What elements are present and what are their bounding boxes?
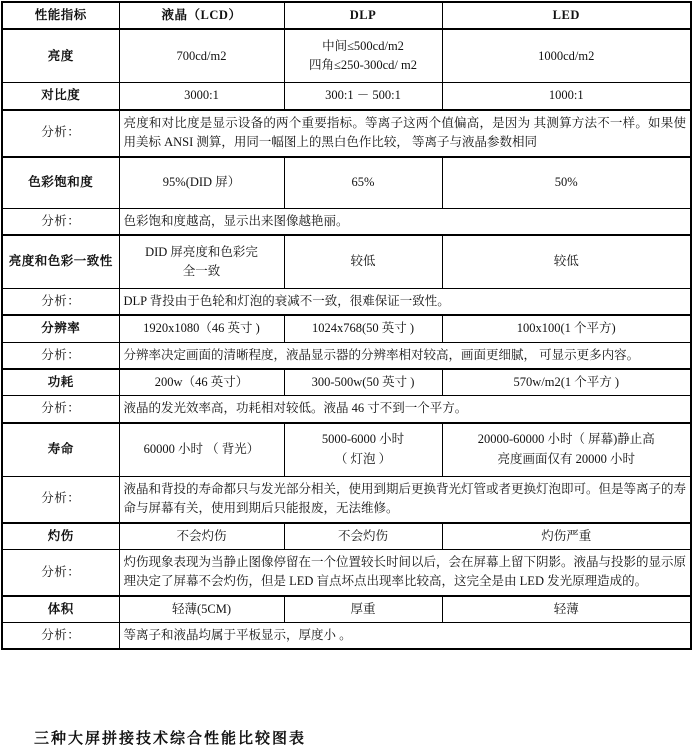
row-label-resolution: 分辨率 bbox=[2, 315, 119, 342]
cell-brightness-dlp bbox=[284, 29, 442, 83]
analysis-label: 分析： bbox=[2, 476, 119, 522]
cell-brightness-lcd: 700cd/m2 bbox=[119, 29, 284, 83]
table-row-analysis-brightness-contrast bbox=[2, 110, 691, 157]
header-dlp: DLP bbox=[284, 2, 442, 29]
header-led: LED bbox=[442, 2, 691, 29]
table-row-analysis-resolution bbox=[2, 342, 691, 369]
cell-burnin-lcd: 不会灼伤 bbox=[119, 523, 284, 550]
cell-saturation-dlp: 65% bbox=[284, 157, 442, 209]
table-row-analysis-saturation bbox=[2, 208, 691, 235]
table-row-power bbox=[2, 369, 691, 396]
cell-uniformity-dlp: 较低 bbox=[284, 235, 442, 289]
table-row-analysis-burnin bbox=[2, 549, 691, 595]
cell-volume-lcd: 轻薄(5CM) bbox=[119, 596, 284, 623]
cell-uniformity-lcd-line1: DID 屏亮度和色彩完 bbox=[145, 244, 258, 259]
cell-power-led: 570w/m2(1 个平方 ) bbox=[442, 369, 691, 396]
table-row-analysis-lifespan bbox=[2, 476, 691, 522]
cell-contrast-dlp: 300:1 － 500:1 bbox=[284, 83, 442, 110]
cell-brightness-dlp-line1: 中间≤500cd/m2 bbox=[322, 39, 404, 53]
cell-uniformity-led: 较低 bbox=[442, 235, 691, 289]
table-row-analysis-power bbox=[2, 396, 691, 423]
footer-caption-text: 三种大屏拼接技术综合性能比较图表 bbox=[34, 731, 307, 747]
cell-lifespan-led bbox=[442, 423, 691, 477]
cell-volume-led: 轻薄 bbox=[442, 596, 691, 623]
footer-caption-clip bbox=[0, 729, 692, 747]
table-header-row bbox=[2, 2, 691, 29]
cell-contrast-lcd: 3000:1 bbox=[119, 83, 284, 110]
table-row-volume bbox=[2, 596, 691, 623]
cell-burnin-led: 灼伤严重 bbox=[442, 523, 691, 550]
cell-resolution-dlp: 1024x768(50 英寸 ) bbox=[284, 315, 442, 342]
analysis-body-resolution: 分辨率决定画面的清晰程度，液晶显示器的分辨率相对较高，画面更细腻， 可显示更多内容。 bbox=[119, 342, 691, 369]
analysis-body-lifespan: 液晶和背投的寿命都只与发光部分相关，使用到期后更换背光灯管或者更换灯泡即可。但是等离子的寿命与屏幕有关，使用到期后只能报废，无法维修。 bbox=[119, 476, 691, 522]
row-label-uniformity: 亮度和色彩一致性 bbox=[2, 235, 119, 289]
cell-power-dlp: 300-500w(50 英寸 ) bbox=[284, 369, 442, 396]
cell-burnin-dlp: 不会灼伤 bbox=[284, 523, 442, 550]
row-label-power: 功耗 bbox=[2, 369, 119, 396]
cell-brightness-dlp-line2: 四角≤250-300cd/ m2 bbox=[309, 58, 417, 73]
row-label-burnin: 灼伤 bbox=[2, 523, 119, 550]
analysis-body-power: 液晶的发光效率高，功耗相对较低。液晶 46 寸不到一个平方。 bbox=[119, 396, 691, 423]
cell-lifespan-led-line1: 20000-60000 小时（ 屏幕)静止高 bbox=[477, 432, 655, 447]
cell-saturation-led: 50% bbox=[442, 157, 691, 209]
cell-uniformity-lcd bbox=[119, 235, 284, 289]
row-label-volume: 体积 bbox=[2, 596, 119, 623]
table-row-resolution bbox=[2, 315, 691, 342]
table-row-analysis-volume bbox=[2, 623, 691, 650]
table-row-contrast bbox=[2, 83, 691, 110]
table-row-analysis-uniformity bbox=[2, 288, 691, 315]
cell-resolution-lcd: 1920x1080（46 英寸 ) bbox=[119, 315, 284, 342]
cell-uniformity-lcd-line2: 全一致 bbox=[182, 263, 221, 278]
header-lcd: 液晶（LCD） bbox=[119, 2, 284, 29]
cell-lifespan-led-line2: 亮度画面仅有 20000 小时 bbox=[497, 451, 635, 466]
analysis-body-brightness-contrast: 亮度和对比度是显示设备的两个重要指标。等离子这两个值偏高，是因为 其测算方法不一样。如果使用美标 ANSI 测算，用同一幅图上的黑白色作比较， 等离子与液晶参数相同 bbox=[119, 110, 691, 157]
analysis-label: 分析： bbox=[2, 110, 119, 157]
analysis-label: 分析： bbox=[2, 396, 119, 423]
cell-volume-dlp: 厚重 bbox=[284, 596, 442, 623]
analysis-label: 分析： bbox=[2, 549, 119, 595]
cell-lifespan-dlp-line1: 5000-6000 小时 bbox=[321, 432, 405, 447]
analysis-body-uniformity: DLP 背投由于色轮和灯泡的衰减不一致，很难保证一致性。 bbox=[119, 288, 691, 315]
display-technology-comparison-table bbox=[1, 1, 692, 650]
row-label-brightness: 亮度 bbox=[2, 29, 119, 83]
table-row-uniformity bbox=[2, 235, 691, 289]
cell-contrast-led: 1000:1 bbox=[442, 83, 691, 110]
cell-lifespan-dlp bbox=[284, 423, 442, 477]
analysis-label: 分析： bbox=[2, 342, 119, 369]
cell-power-lcd: 200w（46 英寸） bbox=[119, 369, 284, 396]
analysis-label: 分析： bbox=[2, 623, 119, 650]
cell-saturation-lcd: 95%(DID 屏） bbox=[119, 157, 284, 209]
header-metric: 性能指标 bbox=[2, 2, 119, 29]
table-row-brightness bbox=[2, 29, 691, 83]
analysis-label: 分析： bbox=[2, 288, 119, 315]
cell-lifespan-lcd: 60000 小时 （ 背光） bbox=[119, 423, 284, 477]
analysis-body-saturation: 色彩饱和度越高，显示出来图像越艳丽。 bbox=[119, 208, 691, 235]
row-label-contrast: 对比度 bbox=[2, 83, 119, 110]
analysis-body-volume: 等离子和液晶均属于平板显示，厚度小 。 bbox=[119, 623, 691, 650]
cell-brightness-led: 1000cd/m2 bbox=[442, 29, 691, 83]
analysis-body-burnin: 灼伤现象表现为当静止图像停留在一个位置较长时间以后，会在屏幕上留下阴影。液晶与投影的显示原理决定了屏幕不会灼伤，但是 LED 盲点坏点出现率比较高，这完全是由 LED 发光原理造成的。 bbox=[119, 549, 691, 595]
row-label-lifespan: 寿命 bbox=[2, 423, 119, 477]
table-row-burnin bbox=[2, 523, 691, 550]
table-row-lifespan bbox=[2, 423, 691, 477]
cell-lifespan-dlp-line2: （ 灯泡 ） bbox=[334, 451, 392, 466]
cell-resolution-led: 100x100(1 个平方) bbox=[442, 315, 691, 342]
table-row-saturation bbox=[2, 157, 691, 209]
row-label-saturation: 色彩饱和度 bbox=[2, 157, 119, 209]
analysis-label: 分析： bbox=[2, 208, 119, 235]
